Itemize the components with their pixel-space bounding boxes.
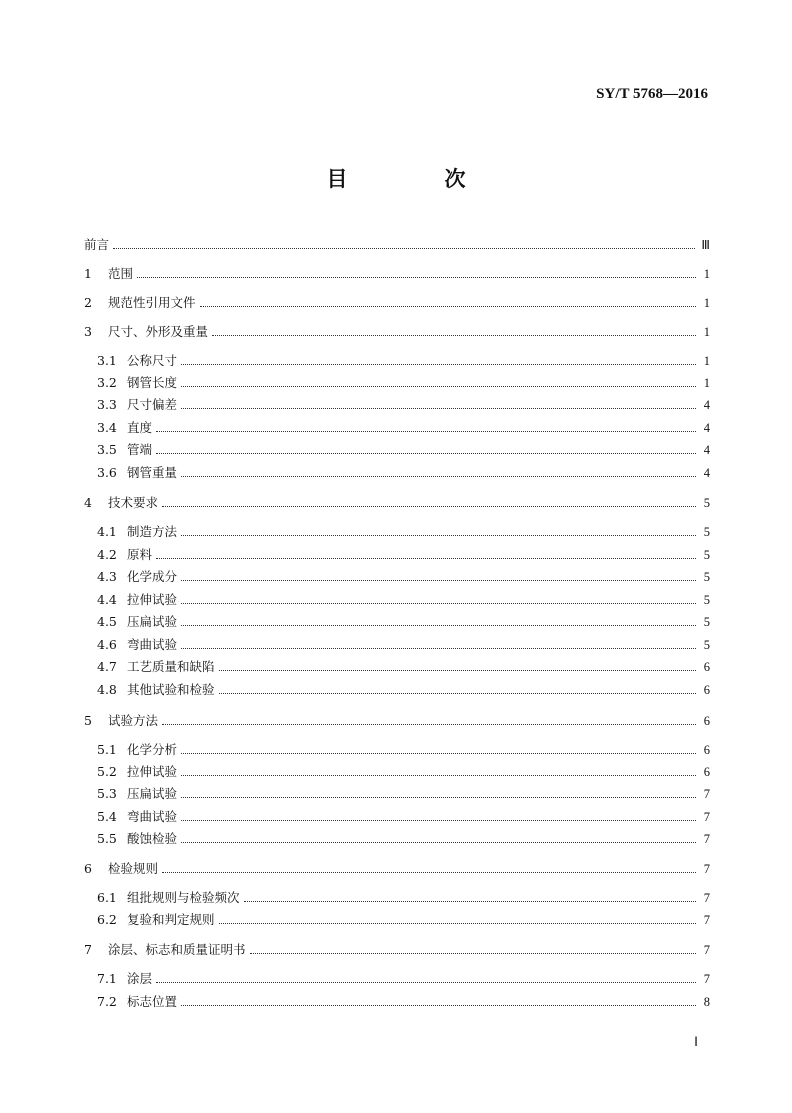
dot-leader xyxy=(181,752,696,754)
toc-entry[interactable] xyxy=(84,494,710,512)
toc-entry-number: 4.8 xyxy=(97,682,117,697)
toc-entry-page: 8 xyxy=(703,995,710,1009)
toc-entry-number: 5.4 xyxy=(97,809,117,824)
toc-entry[interactable] xyxy=(97,352,710,370)
dot-leader xyxy=(162,871,696,873)
toc-entry-number: 7.1 xyxy=(97,971,117,986)
toc-entry-label: 尺寸偏差 xyxy=(127,397,178,412)
toc-entry-number: 3.1 xyxy=(97,353,117,368)
toc-entry-number: 7 xyxy=(84,942,92,957)
dot-leader xyxy=(181,475,696,477)
toc-entry-number: 3.6 xyxy=(97,465,117,480)
dot-leader xyxy=(181,534,696,536)
toc-entry-label: 范围 xyxy=(108,266,134,281)
toc-entry-label: 试验方法 xyxy=(108,713,159,728)
dot-leader xyxy=(156,557,696,559)
toc-entry-page: 5 xyxy=(703,496,710,510)
toc-entry-number: 4 xyxy=(84,495,92,510)
toc-entry-label: 尺寸、外形及重量 xyxy=(108,324,209,339)
dot-leader xyxy=(181,796,696,798)
toc-entry-page: 5 xyxy=(703,615,710,629)
toc-entry[interactable] xyxy=(84,712,710,730)
toc-entry-label: 压扁试验 xyxy=(127,786,178,801)
toc-entry-page: 7 xyxy=(703,913,710,927)
toc-entry[interactable] xyxy=(97,591,710,609)
toc-entry[interactable] xyxy=(97,889,710,907)
toc-entry-page: 7 xyxy=(703,943,710,957)
dot-leader xyxy=(137,276,696,278)
toc-entry-number: 6 xyxy=(84,861,92,876)
toc-entry-label: 涂层 xyxy=(127,971,153,986)
toc-entry[interactable] xyxy=(97,546,710,564)
toc-entry-number: 5.2 xyxy=(97,764,117,779)
toc-entry-page: 1 xyxy=(703,354,710,368)
toc-entry-label: 其他试验和检验 xyxy=(127,682,215,697)
toc-entry[interactable] xyxy=(97,441,710,459)
toc-entry-label: 标志位置 xyxy=(127,994,178,1009)
dot-leader xyxy=(156,981,696,983)
toc-entry-label: 弯曲试验 xyxy=(127,637,178,652)
toc-entry-label: 组批规则与检验频次 xyxy=(127,890,240,905)
toc-entry-page: 7 xyxy=(703,787,710,801)
toc-entry-page: 5 xyxy=(703,570,710,584)
toc-entry-number: 4.1 xyxy=(97,524,117,539)
toc-entry-number: 1 xyxy=(84,266,92,281)
dot-leader xyxy=(250,952,696,954)
toc-entry-page: 5 xyxy=(703,593,710,607)
dot-leader xyxy=(181,385,696,387)
toc-entry-label: 拉伸试验 xyxy=(127,764,178,779)
toc-entry-number: 4.6 xyxy=(97,637,117,652)
dot-leader xyxy=(181,1004,696,1006)
page-title: 目 次 xyxy=(326,167,504,191)
toc-entry-number: 4.7 xyxy=(97,659,117,674)
dot-leader xyxy=(200,305,696,307)
toc-entry-page: 4 xyxy=(703,443,710,457)
dot-leader xyxy=(181,647,696,649)
toc-entry-number: 4.5 xyxy=(97,614,117,629)
toc-entry-number: 5.1 xyxy=(97,742,117,757)
toc-entry-page: 7 xyxy=(703,862,710,876)
toc-entry[interactable] xyxy=(97,681,710,699)
dot-leader xyxy=(181,602,696,604)
toc-entry-page: 6 xyxy=(703,683,710,697)
toc-entry-page: 1 xyxy=(703,296,710,310)
toc-entry[interactable] xyxy=(97,613,710,631)
standard-code: SY/T 5768—2016 xyxy=(596,86,708,102)
toc-entry[interactable] xyxy=(97,523,710,541)
toc-entry-number: 6.2 xyxy=(97,912,117,927)
toc-entry-label: 规范性引用文件 xyxy=(108,295,196,310)
toc-entry-label: 钢管长度 xyxy=(127,375,178,390)
toc-entry[interactable] xyxy=(97,636,710,654)
toc-entry-number: 5.5 xyxy=(97,831,117,846)
toc-entry[interactable] xyxy=(84,265,710,283)
toc-entry-label: 工艺质量和缺陷 xyxy=(127,659,215,674)
toc-entry-page: 5 xyxy=(703,548,710,562)
toc-entry-label: 钢管重量 xyxy=(127,465,178,480)
toc-entry[interactable] xyxy=(97,993,710,1011)
toc-entry-number: 3.5 xyxy=(97,442,117,457)
dot-leader xyxy=(219,692,696,694)
toc-entry-number: 7.2 xyxy=(97,994,117,1009)
dot-leader xyxy=(181,774,696,776)
toc-entry-label: 公称尺寸 xyxy=(127,353,178,368)
dot-leader xyxy=(219,922,696,924)
toc-entry-page: 6 xyxy=(703,714,710,728)
dot-leader xyxy=(113,247,695,249)
toc-entry-page: 4 xyxy=(703,466,710,480)
toc-entry[interactable] xyxy=(84,236,710,254)
toc-entry-page: 6 xyxy=(703,660,710,674)
toc-entry[interactable] xyxy=(97,568,710,586)
toc-entry-label: 复验和判定规则 xyxy=(127,912,215,927)
toc-entry-page: 6 xyxy=(703,743,710,757)
toc-entry-label: 直度 xyxy=(127,420,153,435)
toc-entry-page: 1 xyxy=(703,325,710,339)
dot-leader xyxy=(244,900,696,902)
toc-entry-number: 5.3 xyxy=(97,786,117,801)
toc-entry-page: 6 xyxy=(703,765,710,779)
toc-entry[interactable] xyxy=(97,374,710,392)
toc-entry[interactable] xyxy=(97,830,710,848)
toc-entry-number: 4.2 xyxy=(97,547,117,562)
dot-leader xyxy=(162,723,696,725)
toc-entry-number: 3.4 xyxy=(97,420,117,435)
dot-leader xyxy=(181,363,696,365)
toc-entry-number: 5 xyxy=(84,713,92,728)
toc-entry-label: 前言 xyxy=(84,237,110,252)
toc-entry-page: 7 xyxy=(703,810,710,824)
toc-entry[interactable] xyxy=(97,396,710,414)
toc-entry-page: 1 xyxy=(703,376,710,390)
dot-leader xyxy=(181,624,696,626)
toc-entry-label: 酸蚀检验 xyxy=(127,831,178,846)
toc-entry-page: 7 xyxy=(703,832,710,846)
page-number: Ⅰ xyxy=(694,1034,698,1049)
toc-entry[interactable] xyxy=(97,785,710,803)
toc-entry-label: 化学成分 xyxy=(127,569,178,584)
toc-entry-label: 检验规则 xyxy=(108,861,159,876)
dot-leader xyxy=(156,452,696,454)
toc-entry[interactable] xyxy=(97,911,710,929)
toc-entry-number: 6.1 xyxy=(97,890,117,905)
toc-entry-number: 3.2 xyxy=(97,375,117,390)
toc-entry-page: 7 xyxy=(703,891,710,905)
toc-entry[interactable] xyxy=(97,763,710,781)
toc-entry-label: 技术要求 xyxy=(108,495,159,510)
toc-entry-page: 1 xyxy=(703,267,710,281)
dot-leader xyxy=(212,334,696,336)
dot-leader xyxy=(162,505,696,507)
toc-entry-number: 3.3 xyxy=(97,397,117,412)
toc-entry-label: 压扁试验 xyxy=(127,614,178,629)
toc-entry[interactable] xyxy=(84,294,710,312)
dot-leader xyxy=(181,841,696,843)
toc-entry-label: 弯曲试验 xyxy=(127,809,178,824)
toc-entry[interactable] xyxy=(84,860,710,878)
toc-entry-number: 4.4 xyxy=(97,592,117,607)
dot-leader xyxy=(156,430,696,432)
toc-entry-page: 4 xyxy=(703,421,710,435)
toc-entry-label: 化学分析 xyxy=(127,742,178,757)
dot-leader xyxy=(181,407,696,409)
dot-leader xyxy=(181,579,696,581)
toc-entry-number: 4.3 xyxy=(97,569,117,584)
dot-leader xyxy=(181,819,696,821)
toc-entry[interactable] xyxy=(97,808,710,826)
toc-entry-page: 5 xyxy=(703,525,710,539)
toc-entry-label: 原料 xyxy=(127,547,153,562)
toc-entry-number: 2 xyxy=(84,295,92,310)
toc-entry-label: 管端 xyxy=(127,442,153,457)
toc-entry[interactable] xyxy=(97,658,710,676)
toc-entry-label: 拉伸试验 xyxy=(127,592,178,607)
toc-entry-page: 7 xyxy=(703,972,710,986)
toc-entry-number: 3 xyxy=(84,324,92,339)
toc-entry[interactable] xyxy=(84,323,710,341)
toc-entry[interactable] xyxy=(97,464,710,482)
toc-entry[interactable] xyxy=(84,941,710,959)
dot-leader xyxy=(219,669,696,671)
toc-entry-page: 5 xyxy=(703,638,710,652)
toc-entry[interactable] xyxy=(97,970,710,988)
toc-entry-page: 4 xyxy=(703,398,710,412)
toc-entry-label: 涂层、标志和质量证明书 xyxy=(108,942,246,957)
toc-entry-page: Ⅲ xyxy=(701,238,710,252)
toc-entry-label: 制造方法 xyxy=(127,524,178,539)
toc-entry[interactable] xyxy=(97,741,710,759)
toc-entry[interactable] xyxy=(97,419,710,437)
